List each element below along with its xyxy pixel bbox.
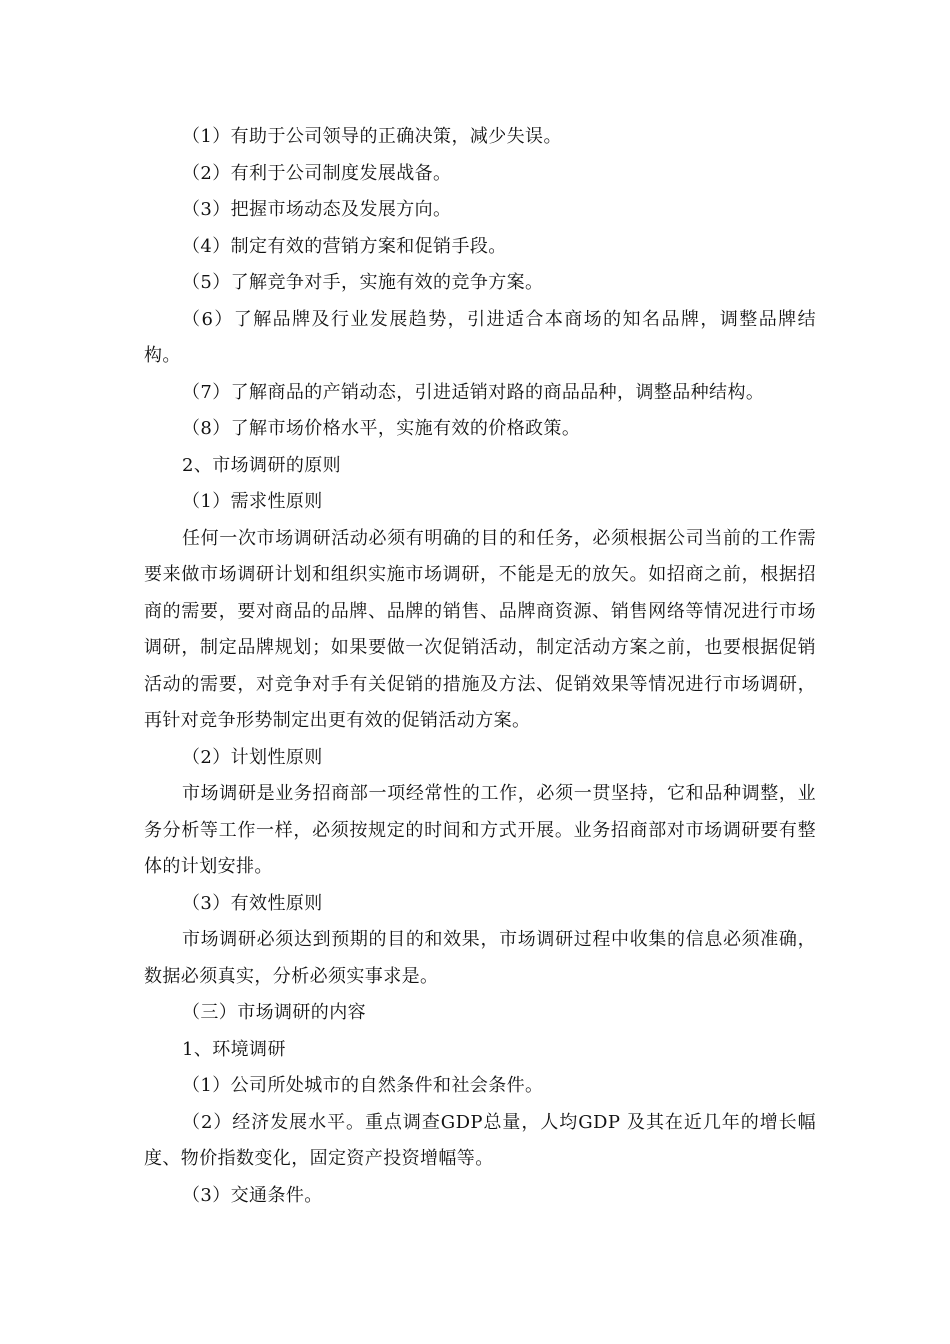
list-item-benefit-3: （3）把握市场动态及发展方向。 xyxy=(182,199,452,220)
subsection-heading-environment: 1、环境调研 xyxy=(182,1038,286,1060)
list-item-benefit-2: （2）有利于公司制度发展战备。 xyxy=(182,162,452,184)
list-item-environment-1: （1）公司所处城市的自然条件和社会条件。 xyxy=(182,1075,544,1096)
list-item-environment-3: （3）交通条件。 xyxy=(182,1184,323,1206)
paragraph-planning-principle: 市场调研是业务招商部一项经常性的工作，必须一贯坚持，它和品种调整，业务分析等工作一样，必须按规定的时间和方式开展。业务招商部对市场调研要有整体的计划安排。 xyxy=(144,783,816,877)
section-heading-research-content: （三）市场调研的内容 xyxy=(182,1002,366,1023)
document-body xyxy=(144,119,816,1214)
paragraph-demand-principle: 任何一次市场调研活动必须有明确的目的和任务，必须根据公司当前的工作需要来做市场调研计划和组织实施市场调研，不能是无的放矢。如招商之前，根据招商的需要，要对商品的品牌、品牌的销售、品牌商资源、销售网络等情况进行市场调研，制定品牌规划；如果要做一次促销活动，制定活动方案之前，也要根据促销活动的需要，对竞争对手有关促销的措施及方法、促销效果等情况进行市场调研，再针对竞争形势制定出更有效的促销活动方案。 xyxy=(144,527,816,731)
list-item-benefit-8: （8）了解市场价格水平，实施有效的价格政策。 xyxy=(182,418,581,439)
list-item-benefit-5: （5）了解竞争对手，实施有效的竞争方案。 xyxy=(182,272,544,293)
list-item-benefit-1: （1）有助于公司领导的正确决策，减少失误。 xyxy=(182,126,562,147)
list-item-benefit-7: （7）了解商品的产销动态，引进适销对路的商品品种，调整品种结构。 xyxy=(182,381,765,403)
paragraph-effectiveness-principle: 市场调研必须达到预期的目的和效果，市场调研过程中收集的信息必须准确，数据必须真实，分析必须实事求是。 xyxy=(144,929,816,987)
list-item-benefit-4: （4）制定有效的营销方案和促销手段。 xyxy=(182,235,507,257)
subheading-effectiveness-principle: （3）有效性原则 xyxy=(182,892,323,914)
list-item-environment-2: （2）经济发展水平。重点调查GDP总量，人均GDP 及其在近几年的增长幅度、物价指数变化，固定资产投资增幅等。 xyxy=(144,1111,816,1169)
subheading-demand-principle: （1）需求性原则 xyxy=(182,491,323,512)
list-item-benefit-6: （6）了解品牌及行业发展趋势，引进适合本商场的知名品牌，调整品牌结构。 xyxy=(144,308,816,366)
section-heading-principles: 2、市场调研的原则 xyxy=(182,454,342,476)
subheading-planning-principle: （2）计划性原则 xyxy=(182,746,323,768)
